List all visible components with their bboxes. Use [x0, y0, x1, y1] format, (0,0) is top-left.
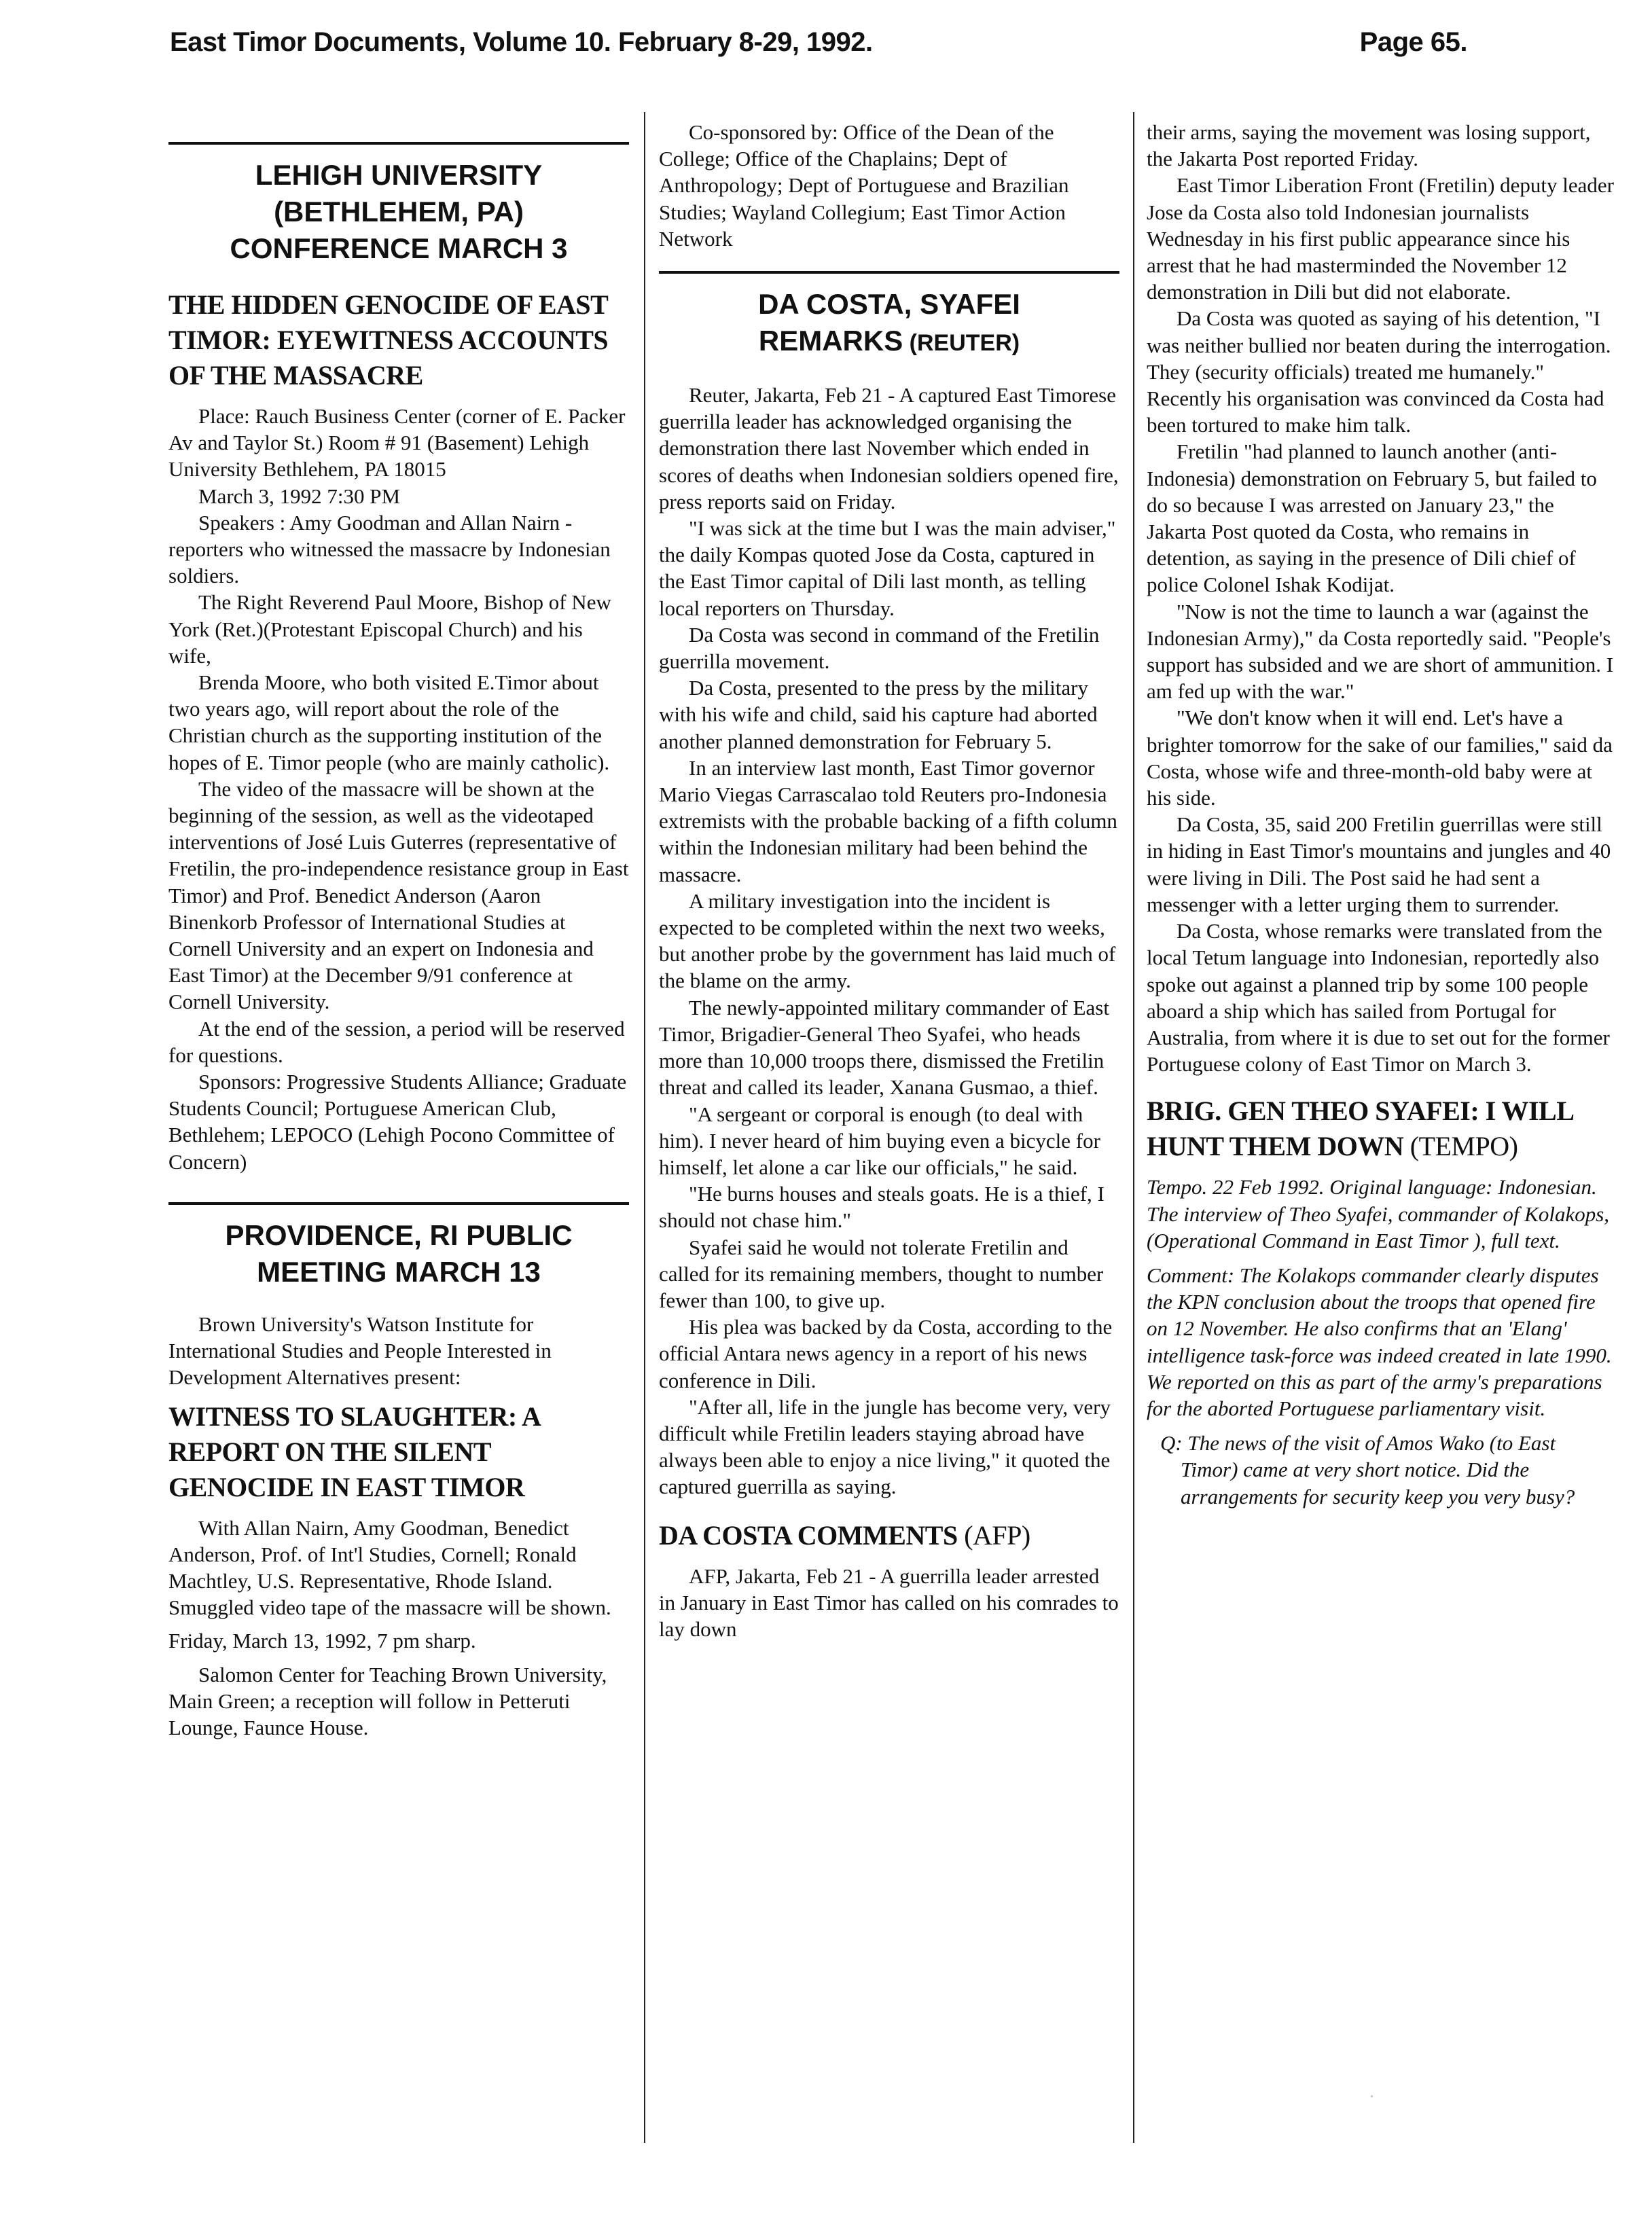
paragraph: Da Costa was second in command of the Fretilin guerrilla movement. — [659, 622, 1100, 674]
running-header — [170, 27, 1467, 58]
section-rule — [659, 271, 1119, 274]
paragraph: At the end of the session, a period will be reserved for questions. — [168, 1016, 625, 1067]
heading-line: DA COSTA, SYAFEI — [758, 288, 1020, 321]
paragraph: "I was sick at the time but I was the main adviser," the daily Kompas quoted Jose da Costa, captured in the East Timor capital of Dili last month, as telling local reporters on Thursday. — [659, 516, 1116, 620]
paragraph: With Allan Nairn, Amy Goodman, Benedict Anderson, Prof. of Int'l Studies, Cornell; Ronald Machtley, U.S. Representative, Rhode Island. Smuggled video tape of the massacre will be shown. — [168, 1515, 611, 1620]
section-rule — [168, 142, 629, 145]
page-number: Page 65. — [1359, 27, 1467, 57]
paragraph: Fretilin "had planned to launch another (anti-Indonesia) demonstration on February 5, but failed to do so because I was arrested on January 23," the Jakarta Post quoted da Costa, who remains in detention, as saying in the presence of Dili chief of police Colonel Ishak Kodijat. — [1147, 439, 1597, 597]
dacosta-heading — [659, 286, 1119, 361]
paragraph: Co-sponsored by: Office of the Dean of the College; Office of the Chaplains; Dept of Anthropology; Dept of Portuguese and Brazilian Studies; Wayland Collegium; East Timor Action Network — [659, 120, 1069, 251]
paragraph: Da Costa was quoted as saying of his detention, "I was neither bullied nor beaten during the interrogation. They (security officials) treated me humanely." Recently his organisation was convinced da Costa had been tortured to make him talk. — [1147, 306, 1611, 437]
heading-source: (TEMPO) — [1403, 1131, 1518, 1162]
paragraph: AFP, Jakarta, Feb 21 - A guerrilla leader arrested in January in East Timor has called on his comrades to lay down — [659, 1564, 1119, 1641]
paragraph: their arms, saying the movement was losing support, the Jakarta Post reported Friday. — [1147, 120, 1591, 171]
afp-heading — [659, 1518, 1119, 1553]
paragraph: Brenda Moore, who both visited E.Timor about two years ago, will report about the role of the Christian church as the supporting institution of the hopes of E. Timor people (who are mainly catholic). — [168, 670, 610, 774]
paragraph: Reuter, Jakarta, Feb 21 - A captured East Timorese guerrilla leader has acknowledged organising the demonstration there last November which ended in scores of deaths when Indonesian soldiers opened fire, press reports said on Friday. — [659, 383, 1119, 513]
paragraph: East Timor Liberation Front (Fretilin) deputy leader Jose da Costa also told Indonesian journalists Wednesday in his first public appearance since his arrest that he had masterminded the November 12 demonstration in Dili but did not elaborate. — [1147, 173, 1615, 304]
paragraph: March 3, 1992 7:30 PM — [198, 484, 401, 508]
source-note: Tempo. 22 Feb 1992. Original language: Indonesian. The interview of Theo Syafei, commander of Kolakops, (Operational Command in East Timor ), full text. — [1147, 1175, 1610, 1252]
interview-question: Q: The news of the visit of Amos Wako (to East Timor) came at very short notice. Did the arrangements for security keep you very busy? — [1160, 1431, 1575, 1509]
lehigh-heading — [168, 157, 629, 267]
paragraph: "After all, life in the jungle has become very, very difficult while Fretilin leaders staying abroad have always been able to enjoy a nice living," it quoted the captured guerrilla as saying. — [659, 1394, 1111, 1499]
heading-line: CONFERENCE MARCH 3 — [230, 232, 568, 264]
paragraph: Da Costa, 35, said 200 Fretilin guerrillas were still in hiding in East Timor's mountains and jungles and 40 were living in Dili. The Post said he had sent a messenger with a letter urging them to surrender. — [1147, 812, 1611, 916]
paragraph: In an interview last month, East Timor governor Mario Viegas Carrascalao told Reuters pro-Indonesia extremists with the probable backing of a fifth column within the Indonesian military had been behind the massacre. — [659, 755, 1117, 886]
paragraph: Da Costa, whose remarks were translated from the local Tetum language into Indonesian, reportedly also spoke out against a planned trip by some 100 people aboard a ship which has sailed from Portugal for Australia, from where it is due to set out for the former Portuguese colony of East Timor on March 3. — [1147, 919, 1610, 1077]
paragraph: A military investigation into the incident is expected to be completed within the next two weeks, but another probe by the government has laid much of the blame on the army. — [659, 888, 1116, 993]
paragraph: The video of the massacre will be shown at the beginning of the session, as well as the videotaped interventions of José Luis Guterres (representative of Fretilin, the pro-independence resistance group in East Timor) and Prof. Benedict Anderson (Aaron Binenkorb Professor of International Studies at Cornell University and an expert on Indonesia and East Timor) at the December 9/91 conference at Cornell University. — [168, 776, 629, 1014]
paragraph: "A sergeant or corporal is enough (to deal with him). I never heard of him buying even a bicycle for himself, let alone a car like our officials," he said. — [659, 1102, 1100, 1179]
paragraph: His plea was backed by da Costa, according to the official Antara news agency in a report of his news conference in Dili. — [659, 1315, 1113, 1392]
providence-heading — [168, 1217, 629, 1290]
heading-main: REMARKS — [758, 325, 903, 357]
providence-subheading: WITNESS TO SLAUGHTER: A REPORT ON THE SILENT GENOCIDE IN EAST TIMOR — [168, 1401, 540, 1502]
tempo-heading — [1147, 1094, 1615, 1164]
paragraph: Da Costa, presented to the press by the military with his wife and child, said his capture had aborted another planned demonstration for February 5. — [659, 676, 1098, 753]
header-title: East Timor Documents, Volume 10. February 8-29, 1992. — [170, 27, 873, 57]
column-3 — [1147, 119, 1615, 1510]
editor-comment: Comment: The Kolakops commander clearly disputes the KPN conclusion about the troops that opened fire on 12 November. He also confirms that an 'Elang' intelligence task-force was indeed created in late 1990. We reported on this as part of the army's preparations for the aborted Portuguese parliamentary visit. — [1147, 1263, 1612, 1420]
paragraph: The newly-appointed military commander of East Timor, Brigadier-General Theo Syafei, who heads more than 10,000 troops there, dismissed the Fretilin threat and called its leader, Xanana Gusmao, a thief. — [659, 995, 1109, 1100]
heading-line: MEETING MARCH 13 — [257, 1255, 541, 1288]
heading-source: (REUTER) — [903, 330, 1020, 357]
section-rule — [168, 1202, 629, 1205]
heading-main: DA COSTA COMMENTS — [659, 1519, 958, 1551]
paragraph: "He burns houses and steals goats. He is a thief, I should not chase him." — [659, 1182, 1105, 1233]
paragraph: Place: Rauch Business Center (corner of E. Packer Av and Taylor St.) Room # 91 (Basement) Lehigh University Bethlehem, PA 18015 — [168, 404, 626, 482]
column-1 — [168, 119, 629, 1741]
paragraph: Brown University's Watson Institute for International Studies and People Interested in Development Alternatives present: — [168, 1312, 552, 1390]
spacer — [168, 1621, 629, 1627]
heading-main: BRIG. GEN THEO SYAFEI: I WILL HUNT THEM DOWN — [1147, 1096, 1573, 1162]
paragraph: Sponsors: Progressive Students Alliance; Graduate Students Council; Portuguese American Club, Bethlehem; LEPOCO (Lehigh Pocono Committee of Concern) — [168, 1070, 627, 1174]
heading-line: LEHIGH UNIVERSITY — [255, 159, 543, 191]
paragraph: Speakers : Amy Goodman and Allan Nairn - reporters who witnessed the massacre by Indonesian soldiers. — [168, 510, 611, 588]
paragraph: "We don't know when it will end. Let's have a brighter tomorrow for the sake of our families," said da Costa, whose wife and three-month-old baby were at his side. — [1147, 706, 1613, 810]
paragraph: Salomon Center for Teaching Brown University, Main Green; a reception will follow in Petteruti Lounge, Faunce House. — [168, 1662, 607, 1739]
heading-line: (BETHLEHEM, PA) — [274, 196, 524, 228]
lehigh-subheading: THE HIDDEN GENOCIDE OF EAST TIMOR: EYEWITNESS ACCOUNTS OF THE MASSACRE — [168, 289, 609, 391]
column-divider — [1133, 112, 1134, 2143]
spacer — [168, 1655, 629, 1661]
paragraph: The Right Reverend Paul Moore, Bishop of New York (Ret.)(Protestant Episcopal Church) and his wife, — [168, 590, 611, 668]
scan-speck — [1371, 2095, 1373, 2097]
column-2 — [659, 119, 1119, 1642]
paragraph: "Now is not the time to launch a war (against the Indonesian Army)," da Costa reportedly said. "People's support has subsided and we are short of ammunition. I am fed up with the war." — [1147, 599, 1614, 704]
paragraph: Syafei said he would not tolerate Fretilin and called for its remaining members, thought to number fewer than 100, to give up. — [659, 1235, 1104, 1312]
heading-line: PROVIDENCE, RI PUBLIC — [225, 1218, 573, 1251]
paragraph: Friday, March 13, 1992, 7 pm sharp. — [168, 1629, 476, 1653]
heading-line — [659, 323, 1119, 361]
column-divider — [644, 112, 645, 2143]
heading-source: (AFP) — [957, 1519, 1030, 1551]
